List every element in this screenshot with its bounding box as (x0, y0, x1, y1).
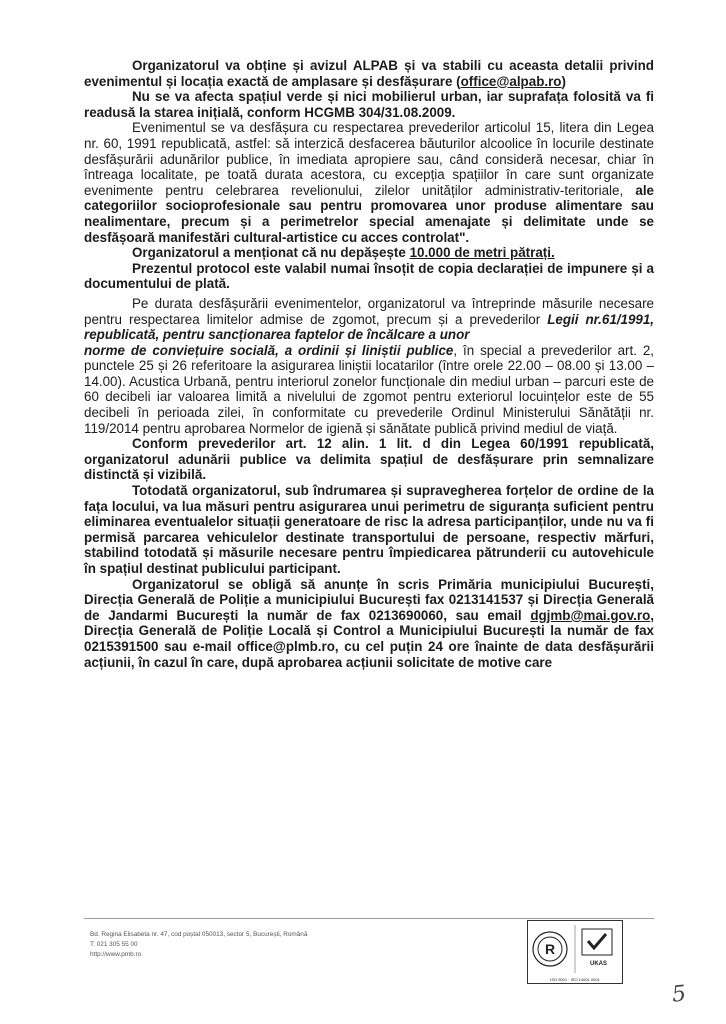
law-61-1991-reference: Legii nr.61/1991, republicată, pentru sancționarea faptelor de încălcare a unor (84, 311, 655, 343)
footer-divider (84, 918, 654, 919)
paragraph-alcohol-ban: Evenimentul se va desfășura cu respectarea prevederilor articolul 15, litera din Legea nr. 60, 1991 republicată, astfel: să interzică desfacerea băuturilor alcoolice în locurile destinate desfășurării adunărilor publice, în imediata apropiere sau, când consideră necesar, chiar în întreaga localitate, pe toată durata acestora, cu excepția spațiilor în care sunt organizate evenimente pentru celebrarea revelionului, zilelor unităților administrativ-teritoriale, ale categoriilor socioprofesionale sau pentru promovarea unor produse alimentare sau nealimentare, precum și a perimetrelor special amenajate și delimitate unde se desfășoară manifestări cultural-artistice cu acces controlat". (84, 120, 654, 245)
footer-address: Bd. Regina Elisabeta nr. 47, cod poștal 050013, sector 5, București, Română (90, 931, 308, 938)
footer-contact (90, 930, 307, 960)
footer-phone: T: 021 305 55 00 (90, 941, 138, 948)
document-body (84, 58, 654, 670)
paragraph-signaling: Conform prevederilor art. 12 alin. 1 lit. d din Legea 60/1991 republicată, organizatorul adunării publice va delimita spațiul de desfășurare prin semnalizare distinctă și vizibilă. (84, 436, 654, 483)
page-number: 5 (670, 981, 688, 1008)
svg-text:R: R (544, 941, 556, 957)
paragraph-noise-limits: Pe durata desfășurării evenimentelor, organizatorul va întreprinde măsurile necesare pentru respectarea limitelor admise de zgomot, precum și a prevederilor Legii nr.61/1991, republicată, pentru sancționarea faptelor de încălcare a unor (84, 295, 655, 343)
paragraph-notification: Organizatorul se obligă să anunțe în scris Primăria municipiului București, Direcția Generală de Poliție a municipiului București fax 0213141537 și Direcția Generală de Jandarmi București la număr de fax 0213690060, sau email dgjmb@mai.gov.ro, Direcția Generală de Poliție Locală și Control a Municipiului București la număr de fax 0215391500 sau e-mail office@plmb.ro, cu cel puțin 24 ore înainte de data desfășurării acțiunii, în cazul în care, după aprobarea acțiunii solicitate de motive care (84, 576, 654, 670)
paragraph-alpab-approval: Organizatorul va obține și avizul ALPAB și va stabili cu aceasta detalii privind evenimentul și locația exactă de amplasare și desfășurare (office@alpab.ro) (84, 58, 654, 89)
certification-caption: ISO 9001 · ISO 14001 0001 (550, 977, 600, 982)
alpab-email-link[interactable]: office@alpab.ro (460, 73, 562, 89)
dgjmb-email-link[interactable]: dgjmb@mai.gov.ro (530, 607, 651, 623)
footer-website-link[interactable]: http://www.pmb.ro (90, 951, 142, 958)
paragraph-safety-perimeter: Totodată organizatorul, sub îndrumarea și supravegherea forțelor de ordine de la fața locului, va lua măsuri pentru asigurarea unui perimetru de siguranța suficient pentru eliminarea eventualelor situații generatoare de risc la adresa participanților, unde nu va fi permisă parcarea vehiculelor destinate transportului de persoane, respectiv mărfuri, stabilind totodată și măsurile necesare pentru împiedicarea pătrunderii cu autovehicule în spațiul destinat publicului participant. (84, 483, 654, 576)
certification-badge (527, 920, 623, 984)
paragraph-green-space: Nu se va afecta spațiul verde și nici mobilierul urban, iar suprafața folosită va fi readusă la starea inițială, conform HCGMB 304/31.08.2009. (84, 89, 654, 120)
ukas-label: UKAS (590, 961, 608, 967)
paragraph-area-limit: Organizatorul a menționat că nu depășește 10.000 de metri pătrați. (132, 245, 555, 261)
certification-seal-icon (528, 921, 622, 983)
paragraph-noise-limits-cont: norme de conviețuire socială, a ordinii și liniștii publice, în special a prevederilor art. 2, punctele 25 și 26 referitoare la asigurarea liniștii locatarilor (între orele 22.00 – 08.00 și 13.00 – 14.00). Acustica Urbană, pentru interiorul zonelor funcționale din mediul urban – parcuri este de 60 decibeli iar valoarea limită a nivelului de zgomot pentru exteriorul locuințelor este de 55 decibeli în perioada zilei, în conformitate cu prevederile Ordinul Ministerului Sănătății nr. 119/2014 pentru aprobarea Normelor de igienă și sănătate publică privind mediul de viață. (84, 342, 655, 436)
paragraph-protocol-validity: Prezentul protocol este valabil numai însoțit de copia declarației de impunere și a documentului de plată. (84, 260, 654, 292)
